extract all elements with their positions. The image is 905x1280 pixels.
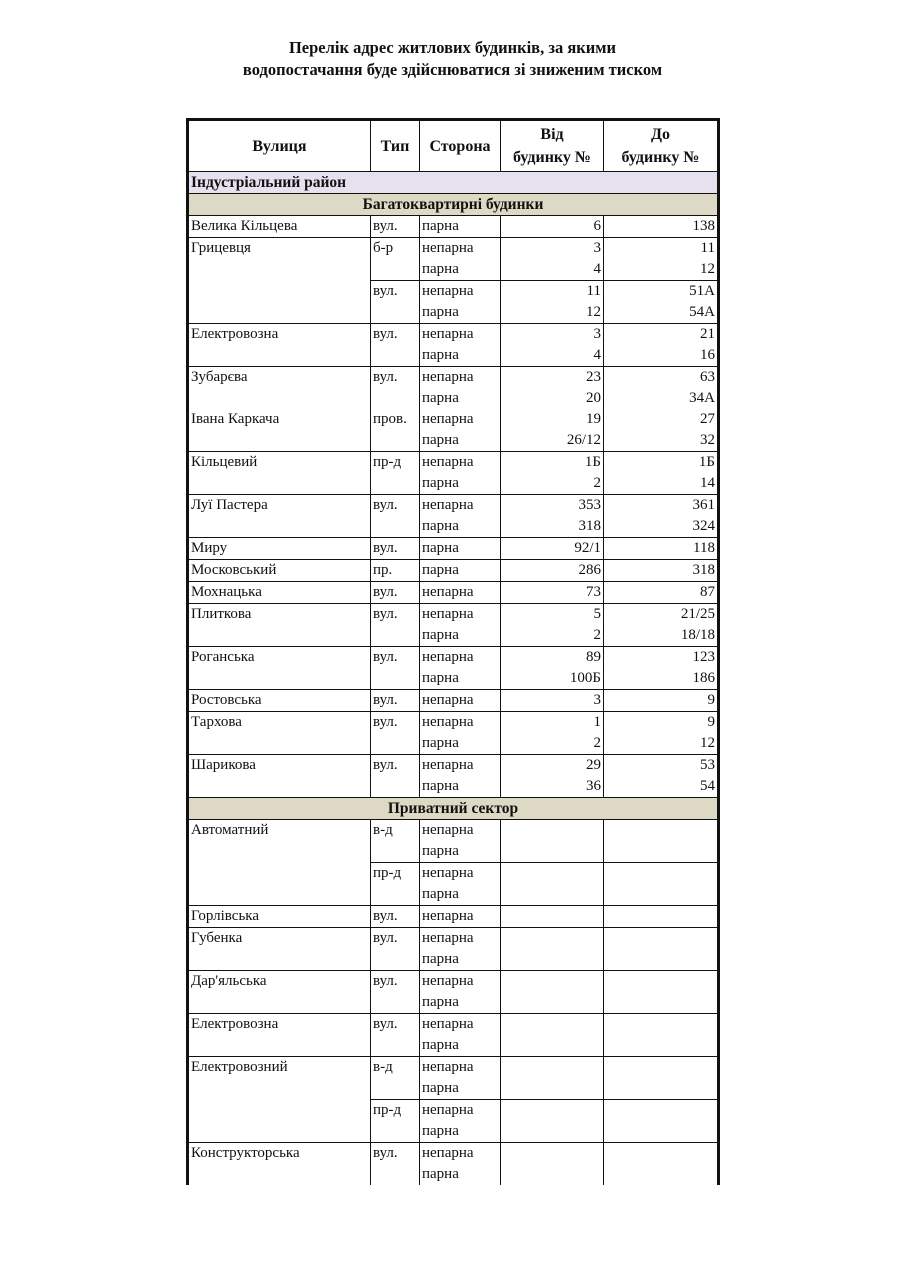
table-row bbox=[188, 863, 719, 885]
to-cell: 138 bbox=[604, 216, 719, 238]
table-row bbox=[188, 1057, 719, 1079]
side-cell: парна bbox=[420, 668, 501, 690]
table-row bbox=[188, 755, 719, 777]
type-cell bbox=[371, 259, 420, 281]
street-cell bbox=[188, 733, 371, 755]
side-cell: парна bbox=[420, 430, 501, 452]
side-cell: парна bbox=[420, 841, 501, 863]
from-cell: 2 bbox=[501, 473, 604, 495]
from-cell: 11 bbox=[501, 281, 604, 303]
type-cell: вул. bbox=[371, 324, 420, 346]
street-cell: Грицевця bbox=[188, 238, 371, 260]
header-type: Тип bbox=[371, 120, 420, 172]
type-cell bbox=[371, 345, 420, 367]
street-cell bbox=[188, 302, 371, 324]
side-cell: парна bbox=[420, 1035, 501, 1057]
table-row bbox=[188, 409, 719, 430]
table-row bbox=[188, 949, 719, 971]
type-cell bbox=[371, 388, 420, 409]
type-cell: вул. bbox=[371, 538, 420, 560]
side-cell: непарна bbox=[420, 582, 501, 604]
header-side: Сторона bbox=[420, 120, 501, 172]
to-cell: 123 bbox=[604, 647, 719, 669]
to-cell bbox=[604, 841, 719, 863]
side-cell: непарна bbox=[420, 755, 501, 777]
type-cell: пр. bbox=[371, 560, 420, 582]
type-cell bbox=[371, 992, 420, 1014]
side-cell: парна bbox=[420, 259, 501, 281]
side-cell: непарна bbox=[420, 647, 501, 669]
from-cell: 20 bbox=[501, 388, 604, 409]
type-cell: вул. bbox=[371, 928, 420, 950]
header-street: Вулиця bbox=[188, 120, 371, 172]
table-row bbox=[188, 1100, 719, 1122]
to-cell: 34А bbox=[604, 388, 719, 409]
from-cell bbox=[501, 949, 604, 971]
side-cell: непарна bbox=[420, 820, 501, 842]
street-cell bbox=[188, 884, 371, 906]
header-from-line1: Від bbox=[540, 126, 564, 143]
side-cell: непарна bbox=[420, 690, 501, 712]
street-cell: Роганська bbox=[188, 647, 371, 669]
table-row bbox=[188, 1014, 719, 1036]
side-cell: парна bbox=[420, 560, 501, 582]
street-cell: Плиткова bbox=[188, 604, 371, 626]
table-row bbox=[188, 452, 719, 474]
to-cell: 14 bbox=[604, 473, 719, 495]
table-row bbox=[188, 495, 719, 517]
from-cell bbox=[501, 1121, 604, 1143]
type-cell: в-д bbox=[371, 820, 420, 842]
table-row bbox=[188, 324, 719, 346]
table-row bbox=[188, 516, 719, 538]
from-cell: 89 bbox=[501, 647, 604, 669]
street-cell bbox=[188, 1121, 371, 1143]
to-cell bbox=[604, 1057, 719, 1079]
type-cell bbox=[371, 473, 420, 495]
street-cell: Велика Кільцева bbox=[188, 216, 371, 238]
table-row bbox=[188, 473, 719, 495]
type-cell bbox=[371, 733, 420, 755]
street-cell: Московський bbox=[188, 560, 371, 582]
street-cell bbox=[188, 949, 371, 971]
side-cell: парна bbox=[420, 992, 501, 1014]
street-cell: Зубарєва bbox=[188, 367, 371, 389]
section-header-row bbox=[188, 194, 719, 216]
from-cell: 353 bbox=[501, 495, 604, 517]
region-row bbox=[188, 172, 719, 194]
table-row bbox=[188, 841, 719, 863]
from-cell: 1 bbox=[501, 712, 604, 734]
street-cell bbox=[188, 1035, 371, 1057]
from-cell bbox=[501, 863, 604, 885]
side-cell: непарна bbox=[420, 971, 501, 993]
side-cell: непарна bbox=[420, 712, 501, 734]
table-row bbox=[188, 582, 719, 604]
to-cell: 12 bbox=[604, 259, 719, 281]
to-cell: 63 bbox=[604, 367, 719, 389]
to-cell bbox=[604, 1014, 719, 1036]
street-cell: Конструкторська bbox=[188, 1143, 371, 1165]
type-cell: вул. bbox=[371, 367, 420, 389]
table-row bbox=[188, 776, 719, 798]
from-cell: 23 bbox=[501, 367, 604, 389]
table-row bbox=[188, 1035, 719, 1057]
type-cell: в-д bbox=[371, 1057, 420, 1079]
to-cell bbox=[604, 1143, 719, 1165]
street-cell: Ростовська bbox=[188, 690, 371, 712]
from-cell: 2 bbox=[501, 625, 604, 647]
to-cell bbox=[604, 884, 719, 906]
street-cell: Губенка bbox=[188, 928, 371, 950]
table-row bbox=[188, 820, 719, 842]
table-row bbox=[188, 884, 719, 906]
title-line-2: водопостачання буде здійснюватися зі зниженим тиском bbox=[242, 60, 663, 79]
from-cell: 4 bbox=[501, 345, 604, 367]
type-cell: вул. bbox=[371, 216, 420, 238]
type-cell bbox=[371, 1164, 420, 1185]
type-cell: пр-д bbox=[371, 1100, 420, 1122]
to-cell bbox=[604, 1100, 719, 1122]
from-cell: 12 bbox=[501, 302, 604, 324]
side-cell: непарна bbox=[420, 928, 501, 950]
side-cell: непарна bbox=[420, 1143, 501, 1165]
to-cell: 118 bbox=[604, 538, 719, 560]
type-cell: вул. bbox=[371, 690, 420, 712]
address-table bbox=[186, 118, 720, 1185]
street-cell: Кільцевий bbox=[188, 452, 371, 474]
side-cell: парна bbox=[420, 388, 501, 409]
header-to-line2: будинку № bbox=[621, 149, 700, 166]
type-cell bbox=[371, 949, 420, 971]
street-cell: Електровозна bbox=[188, 1014, 371, 1036]
table-row bbox=[188, 302, 719, 324]
to-cell: 11 bbox=[604, 238, 719, 260]
from-cell: 26/12 bbox=[501, 430, 604, 452]
table-row bbox=[188, 430, 719, 452]
type-cell: вул. bbox=[371, 582, 420, 604]
side-cell: парна bbox=[420, 345, 501, 367]
table-row bbox=[188, 259, 719, 281]
street-cell bbox=[188, 776, 371, 798]
type-cell: вул. bbox=[371, 712, 420, 734]
table-row bbox=[188, 345, 719, 367]
table-row bbox=[188, 733, 719, 755]
street-cell bbox=[188, 668, 371, 690]
to-cell: 9 bbox=[604, 690, 719, 712]
from-cell: 318 bbox=[501, 516, 604, 538]
to-cell: 21 bbox=[604, 324, 719, 346]
side-cell: непарна bbox=[420, 604, 501, 626]
to-cell: 324 bbox=[604, 516, 719, 538]
to-cell: 53 bbox=[604, 755, 719, 777]
side-cell: парна bbox=[420, 1078, 501, 1100]
to-cell: 21/25 bbox=[604, 604, 719, 626]
type-cell bbox=[371, 668, 420, 690]
from-cell: 92/1 bbox=[501, 538, 604, 560]
to-cell: 54 bbox=[604, 776, 719, 798]
side-cell: парна bbox=[420, 302, 501, 324]
from-cell bbox=[501, 1078, 604, 1100]
street-cell bbox=[188, 345, 371, 367]
side-cell: непарна bbox=[420, 906, 501, 928]
table-row bbox=[188, 238, 719, 260]
from-cell bbox=[501, 1100, 604, 1122]
from-cell bbox=[501, 820, 604, 842]
table-row bbox=[188, 1121, 719, 1143]
from-cell bbox=[501, 1014, 604, 1036]
to-cell bbox=[604, 949, 719, 971]
type-cell: вул. bbox=[371, 604, 420, 626]
street-cell bbox=[188, 516, 371, 538]
type-cell: вул. bbox=[371, 1014, 420, 1036]
type-cell bbox=[371, 776, 420, 798]
table-row bbox=[188, 971, 719, 993]
side-cell: непарна bbox=[420, 238, 501, 260]
street-cell bbox=[188, 388, 371, 409]
header-from-line2: будинку № bbox=[513, 149, 591, 166]
table-row bbox=[188, 281, 719, 303]
street-cell: Шарикова bbox=[188, 755, 371, 777]
side-cell: парна bbox=[420, 733, 501, 755]
side-cell: непарна bbox=[420, 1100, 501, 1122]
table-row bbox=[188, 1143, 719, 1165]
region-label: Індустріальний район bbox=[188, 172, 719, 194]
side-cell: непарна bbox=[420, 495, 501, 517]
table-row bbox=[188, 388, 719, 409]
street-cell: Тархова bbox=[188, 712, 371, 734]
from-cell bbox=[501, 1057, 604, 1079]
to-cell bbox=[604, 1164, 719, 1185]
street-cell: Мохнацька bbox=[188, 582, 371, 604]
from-cell: 2 bbox=[501, 733, 604, 755]
side-cell: непарна bbox=[420, 409, 501, 430]
table-row bbox=[188, 560, 719, 582]
to-cell: 361 bbox=[604, 495, 719, 517]
street-cell: Луї Пастера bbox=[188, 495, 371, 517]
to-cell: 1Б bbox=[604, 452, 719, 474]
title-line-1: Перелік адрес житлових будинків, за якими bbox=[288, 38, 617, 57]
to-cell: 186 bbox=[604, 668, 719, 690]
side-cell: непарна bbox=[420, 1057, 501, 1079]
type-cell: вул. bbox=[371, 281, 420, 303]
table-row bbox=[188, 538, 719, 560]
street-cell: Івана Каркача bbox=[188, 409, 371, 430]
side-cell: парна bbox=[420, 473, 501, 495]
type-cell: вул. bbox=[371, 755, 420, 777]
section-header-row bbox=[188, 798, 719, 820]
from-cell bbox=[501, 971, 604, 993]
type-cell bbox=[371, 841, 420, 863]
from-cell: 6 bbox=[501, 216, 604, 238]
street-cell bbox=[188, 863, 371, 885]
street-cell bbox=[188, 259, 371, 281]
type-cell: вул. bbox=[371, 1143, 420, 1165]
type-cell: пр-д bbox=[371, 452, 420, 474]
to-cell: 87 bbox=[604, 582, 719, 604]
table-row bbox=[188, 216, 719, 238]
side-cell: парна bbox=[420, 884, 501, 906]
table-row bbox=[188, 992, 719, 1014]
street-cell: Електровозна bbox=[188, 324, 371, 346]
type-cell bbox=[371, 625, 420, 647]
to-cell: 54А bbox=[604, 302, 719, 324]
type-cell bbox=[371, 1078, 420, 1100]
to-cell: 16 bbox=[604, 345, 719, 367]
type-cell: б-р bbox=[371, 238, 420, 260]
from-cell: 5 bbox=[501, 604, 604, 626]
to-cell: 18/18 bbox=[604, 625, 719, 647]
street-cell bbox=[188, 992, 371, 1014]
table-body bbox=[188, 172, 719, 1186]
side-cell: непарна bbox=[420, 863, 501, 885]
header-from bbox=[501, 120, 604, 172]
to-cell bbox=[604, 1035, 719, 1057]
table-row bbox=[188, 647, 719, 669]
side-cell: непарна bbox=[420, 1014, 501, 1036]
street-cell bbox=[188, 625, 371, 647]
from-cell bbox=[501, 906, 604, 928]
side-cell: парна bbox=[420, 216, 501, 238]
to-cell: 318 bbox=[604, 560, 719, 582]
header-to bbox=[604, 120, 719, 172]
to-cell bbox=[604, 906, 719, 928]
to-cell bbox=[604, 928, 719, 950]
to-cell: 27 bbox=[604, 409, 719, 430]
from-cell bbox=[501, 1143, 604, 1165]
table-header-row bbox=[188, 120, 719, 172]
from-cell: 36 bbox=[501, 776, 604, 798]
from-cell: 19 bbox=[501, 409, 604, 430]
table-row bbox=[188, 604, 719, 626]
table-row bbox=[188, 928, 719, 950]
side-cell: парна bbox=[420, 538, 501, 560]
side-cell: непарна bbox=[420, 367, 501, 389]
section-title: Приватний сектор bbox=[188, 798, 719, 820]
to-cell bbox=[604, 1121, 719, 1143]
table-row bbox=[188, 690, 719, 712]
document-title bbox=[0, 37, 905, 81]
table-row bbox=[188, 1078, 719, 1100]
type-cell bbox=[371, 1121, 420, 1143]
from-cell bbox=[501, 992, 604, 1014]
from-cell bbox=[501, 884, 604, 906]
table-row bbox=[188, 712, 719, 734]
from-cell bbox=[501, 1035, 604, 1057]
type-cell: вул. bbox=[371, 906, 420, 928]
table-row bbox=[188, 625, 719, 647]
from-cell bbox=[501, 928, 604, 950]
type-cell: вул. bbox=[371, 647, 420, 669]
from-cell: 3 bbox=[501, 324, 604, 346]
to-cell: 9 bbox=[604, 712, 719, 734]
to-cell bbox=[604, 1078, 719, 1100]
street-cell: Горлівська bbox=[188, 906, 371, 928]
from-cell: 29 bbox=[501, 755, 604, 777]
street-cell bbox=[188, 841, 371, 863]
from-cell: 1Б bbox=[501, 452, 604, 474]
street-cell bbox=[188, 1078, 371, 1100]
type-cell bbox=[371, 516, 420, 538]
type-cell bbox=[371, 302, 420, 324]
side-cell: парна bbox=[420, 625, 501, 647]
side-cell: непарна bbox=[420, 452, 501, 474]
to-cell: 12 bbox=[604, 733, 719, 755]
street-cell: Автоматний bbox=[188, 820, 371, 842]
side-cell: парна bbox=[420, 1121, 501, 1143]
type-cell bbox=[371, 430, 420, 452]
side-cell: парна bbox=[420, 1164, 501, 1185]
street-cell bbox=[188, 473, 371, 495]
street-cell: Миру bbox=[188, 538, 371, 560]
to-cell bbox=[604, 820, 719, 842]
type-cell bbox=[371, 884, 420, 906]
from-cell: 3 bbox=[501, 690, 604, 712]
street-cell: Електровозний bbox=[188, 1057, 371, 1079]
side-cell: непарна bbox=[420, 324, 501, 346]
header-to-line1: До bbox=[650, 126, 670, 143]
from-cell: 3 bbox=[501, 238, 604, 260]
street-cell bbox=[188, 281, 371, 303]
table-row bbox=[188, 906, 719, 928]
side-cell: парна bbox=[420, 949, 501, 971]
section-title: Багатоквартирні будинки bbox=[188, 194, 719, 216]
street-cell bbox=[188, 1164, 371, 1185]
table-row bbox=[188, 1164, 719, 1185]
from-cell: 73 bbox=[501, 582, 604, 604]
from-cell: 100Б bbox=[501, 668, 604, 690]
to-cell bbox=[604, 863, 719, 885]
type-cell bbox=[371, 1035, 420, 1057]
street-cell bbox=[188, 1100, 371, 1122]
type-cell: вул. bbox=[371, 495, 420, 517]
table-row bbox=[188, 668, 719, 690]
from-cell: 286 bbox=[501, 560, 604, 582]
from-cell bbox=[501, 1164, 604, 1185]
from-cell bbox=[501, 841, 604, 863]
side-cell: непарна bbox=[420, 281, 501, 303]
table-row bbox=[188, 367, 719, 389]
to-cell bbox=[604, 992, 719, 1014]
to-cell bbox=[604, 971, 719, 993]
type-cell: вул. bbox=[371, 971, 420, 993]
to-cell: 51А bbox=[604, 281, 719, 303]
street-cell: Дар'яльська bbox=[188, 971, 371, 993]
street-cell bbox=[188, 430, 371, 452]
side-cell: парна bbox=[420, 776, 501, 798]
type-cell: пр-д bbox=[371, 863, 420, 885]
from-cell: 4 bbox=[501, 259, 604, 281]
type-cell: пров. bbox=[371, 409, 420, 430]
to-cell: 32 bbox=[604, 430, 719, 452]
side-cell: парна bbox=[420, 516, 501, 538]
